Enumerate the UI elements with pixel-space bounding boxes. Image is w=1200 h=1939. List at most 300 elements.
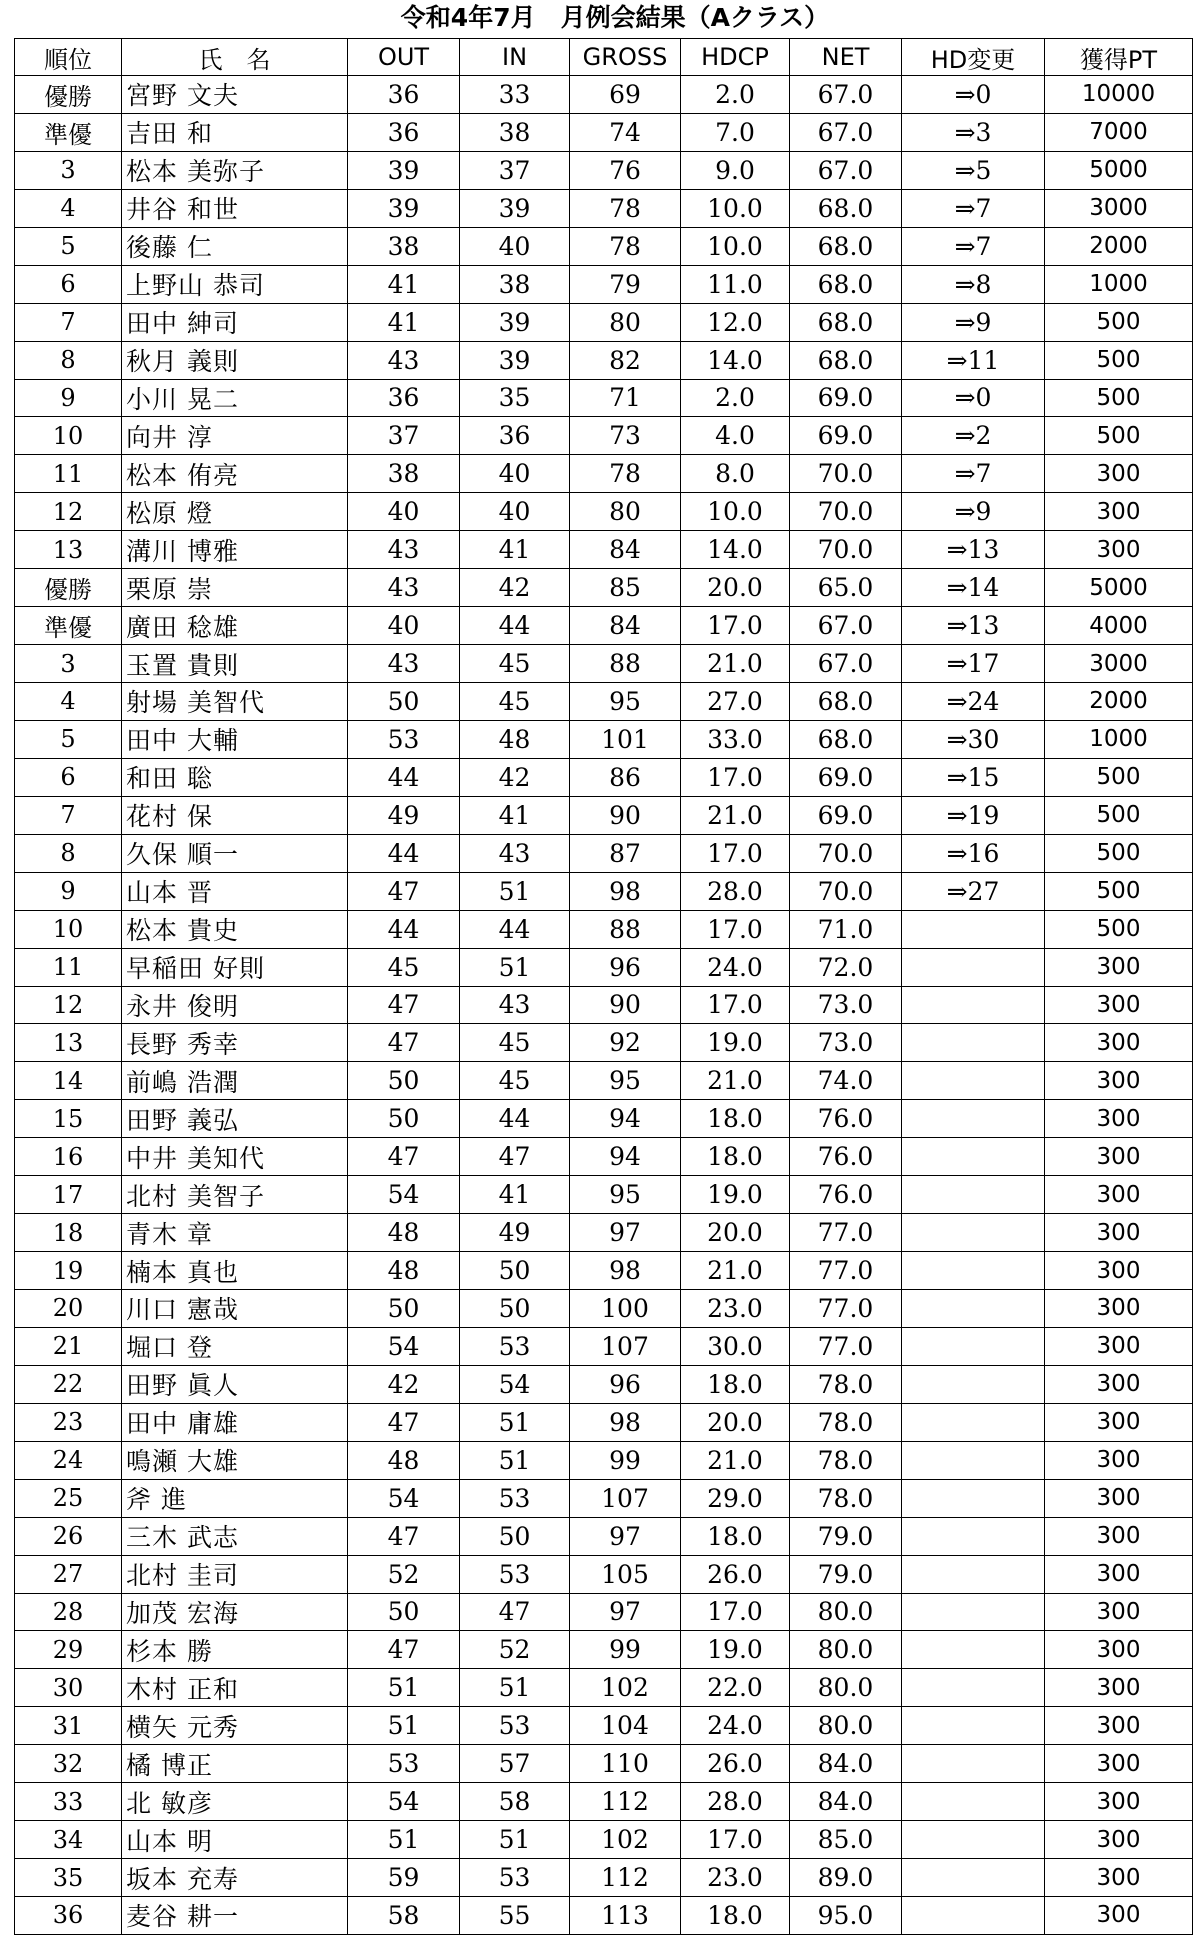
hdcp-cell: 10.0 xyxy=(681,227,790,265)
in-score-cell: 41 xyxy=(460,1176,570,1214)
in-score-cell: 39 xyxy=(460,189,570,227)
col-header-points: 獲得PT xyxy=(1045,39,1193,76)
rank-cell: 12 xyxy=(15,493,122,531)
name-cell: 吉田 和 xyxy=(122,113,348,151)
in-score-cell: 45 xyxy=(460,645,570,683)
table-row xyxy=(15,113,1193,151)
hd-change-cell: ⇒19 xyxy=(902,796,1045,834)
out-score-cell: 51 xyxy=(348,1821,460,1859)
hdcp-cell: 28.0 xyxy=(681,872,790,910)
hd-change-cell: ⇒7 xyxy=(902,189,1045,227)
name-cell: 松原 燈 xyxy=(122,493,348,531)
rank-cell: 優勝 xyxy=(15,569,122,607)
rank-cell: 11 xyxy=(15,455,122,493)
table-row xyxy=(15,1176,1193,1214)
hdcp-cell: 21.0 xyxy=(681,645,790,683)
net-score-cell: 77.0 xyxy=(790,1327,902,1365)
table-row xyxy=(15,1214,1193,1252)
out-score-cell: 48 xyxy=(348,1441,460,1479)
net-score-cell: 67.0 xyxy=(790,645,902,683)
rank-cell: 8 xyxy=(15,341,122,379)
table-row xyxy=(15,417,1193,455)
table-row xyxy=(15,1555,1193,1593)
points-cell: 300 xyxy=(1045,1138,1193,1176)
name-cell: 北村 圭司 xyxy=(122,1555,348,1593)
name-cell: 花村 保 xyxy=(122,796,348,834)
out-score-cell: 59 xyxy=(348,1859,460,1897)
rank-cell: 3 xyxy=(15,645,122,683)
gross-score-cell: 99 xyxy=(570,1631,681,1669)
in-score-cell: 40 xyxy=(460,455,570,493)
hdcp-cell: 19.0 xyxy=(681,1176,790,1214)
col-header-hdcp: HDCP xyxy=(681,39,790,76)
out-score-cell: 40 xyxy=(348,607,460,645)
name-cell: 和田 聡 xyxy=(122,758,348,796)
hdcp-cell: 18.0 xyxy=(681,1100,790,1138)
net-score-cell: 79.0 xyxy=(790,1517,902,1555)
rank-cell: 8 xyxy=(15,834,122,872)
gross-score-cell: 102 xyxy=(570,1821,681,1859)
table-row xyxy=(15,1821,1193,1859)
hdcp-cell: 2.0 xyxy=(681,379,790,417)
hd-change-cell: ⇒14 xyxy=(902,569,1045,607)
table-row xyxy=(15,1100,1193,1138)
name-cell: 山本 晋 xyxy=(122,872,348,910)
out-score-cell: 43 xyxy=(348,341,460,379)
points-cell: 300 xyxy=(1045,1707,1193,1745)
in-score-cell: 45 xyxy=(460,1062,570,1100)
gross-score-cell: 80 xyxy=(570,493,681,531)
out-score-cell: 47 xyxy=(348,1517,460,1555)
points-cell: 300 xyxy=(1045,1441,1193,1479)
hdcp-cell: 28.0 xyxy=(681,1783,790,1821)
rank-cell: 3 xyxy=(15,151,122,189)
net-score-cell: 76.0 xyxy=(790,1176,902,1214)
hd-change-cell xyxy=(902,1555,1045,1593)
rank-cell: 9 xyxy=(15,872,122,910)
hdcp-cell: 33.0 xyxy=(681,720,790,758)
net-score-cell: 67.0 xyxy=(790,151,902,189)
table-row xyxy=(15,1365,1193,1403)
header-row xyxy=(15,39,1193,76)
net-score-cell: 68.0 xyxy=(790,189,902,227)
results-table xyxy=(14,38,1193,1935)
in-score-cell: 41 xyxy=(460,531,570,569)
net-score-cell: 69.0 xyxy=(790,758,902,796)
gross-score-cell: 80 xyxy=(570,303,681,341)
net-score-cell: 79.0 xyxy=(790,1555,902,1593)
hdcp-cell: 17.0 xyxy=(681,607,790,645)
hd-change-cell xyxy=(902,1100,1045,1138)
in-score-cell: 45 xyxy=(460,1024,570,1062)
gross-score-cell: 86 xyxy=(570,758,681,796)
points-cell: 2000 xyxy=(1045,227,1193,265)
gross-score-cell: 101 xyxy=(570,720,681,758)
points-cell: 500 xyxy=(1045,417,1193,455)
points-cell: 300 xyxy=(1045,1745,1193,1783)
net-score-cell: 68.0 xyxy=(790,227,902,265)
name-cell: 秋月 義則 xyxy=(122,341,348,379)
in-score-cell: 51 xyxy=(460,1821,570,1859)
in-score-cell: 44 xyxy=(460,910,570,948)
out-score-cell: 43 xyxy=(348,531,460,569)
table-row xyxy=(15,1745,1193,1783)
net-score-cell: 68.0 xyxy=(790,683,902,721)
rank-cell: 6 xyxy=(15,265,122,303)
gross-score-cell: 79 xyxy=(570,265,681,303)
table-row xyxy=(15,1290,1193,1328)
points-cell: 7000 xyxy=(1045,113,1193,151)
in-score-cell: 51 xyxy=(460,872,570,910)
hdcp-cell: 24.0 xyxy=(681,1707,790,1745)
rank-cell: 16 xyxy=(15,1138,122,1176)
rank-cell: 10 xyxy=(15,910,122,948)
gross-score-cell: 73 xyxy=(570,417,681,455)
hdcp-cell: 26.0 xyxy=(681,1745,790,1783)
gross-score-cell: 97 xyxy=(570,1593,681,1631)
gross-score-cell: 94 xyxy=(570,1138,681,1176)
rank-cell: 7 xyxy=(15,796,122,834)
out-score-cell: 47 xyxy=(348,986,460,1024)
points-cell: 500 xyxy=(1045,303,1193,341)
hd-change-cell: ⇒9 xyxy=(902,493,1045,531)
net-score-cell: 84.0 xyxy=(790,1783,902,1821)
name-cell: 田野 眞人 xyxy=(122,1365,348,1403)
hdcp-cell: 23.0 xyxy=(681,1859,790,1897)
name-cell: 永井 俊明 xyxy=(122,986,348,1024)
name-cell: 井谷 和世 xyxy=(122,189,348,227)
gross-score-cell: 102 xyxy=(570,1669,681,1707)
hdcp-cell: 18.0 xyxy=(681,1897,790,1935)
rank-cell: 17 xyxy=(15,1176,122,1214)
hdcp-cell: 21.0 xyxy=(681,796,790,834)
out-score-cell: 44 xyxy=(348,758,460,796)
out-score-cell: 36 xyxy=(348,379,460,417)
hdcp-cell: 10.0 xyxy=(681,189,790,227)
col-header-name: 氏 名 xyxy=(122,39,348,76)
net-score-cell: 72.0 xyxy=(790,948,902,986)
rank-cell: 35 xyxy=(15,1859,122,1897)
out-score-cell: 47 xyxy=(348,1403,460,1441)
hd-change-cell: ⇒13 xyxy=(902,607,1045,645)
points-cell: 300 xyxy=(1045,1327,1193,1365)
net-score-cell: 77.0 xyxy=(790,1290,902,1328)
table-row xyxy=(15,76,1193,114)
name-cell: 上野山 恭司 xyxy=(122,265,348,303)
points-cell: 300 xyxy=(1045,1479,1193,1517)
name-cell: 堀口 登 xyxy=(122,1327,348,1365)
in-score-cell: 39 xyxy=(460,341,570,379)
name-cell: 廣田 稔雄 xyxy=(122,607,348,645)
points-cell: 300 xyxy=(1045,1024,1193,1062)
points-cell: 300 xyxy=(1045,1517,1193,1555)
in-score-cell: 53 xyxy=(460,1707,570,1745)
name-cell: 麦谷 耕一 xyxy=(122,1897,348,1935)
rank-cell: 32 xyxy=(15,1745,122,1783)
hdcp-cell: 20.0 xyxy=(681,1214,790,1252)
in-score-cell: 55 xyxy=(460,1897,570,1935)
net-score-cell: 89.0 xyxy=(790,1859,902,1897)
hd-change-cell: ⇒7 xyxy=(902,455,1045,493)
in-score-cell: 50 xyxy=(460,1290,570,1328)
points-cell: 300 xyxy=(1045,1669,1193,1707)
out-score-cell: 40 xyxy=(348,493,460,531)
hd-change-cell xyxy=(902,1441,1045,1479)
out-score-cell: 58 xyxy=(348,1897,460,1935)
rank-cell: 準優 xyxy=(15,607,122,645)
gross-score-cell: 71 xyxy=(570,379,681,417)
hd-change-cell xyxy=(902,1479,1045,1517)
gross-score-cell: 84 xyxy=(570,607,681,645)
hdcp-cell: 21.0 xyxy=(681,1441,790,1479)
net-score-cell: 78.0 xyxy=(790,1365,902,1403)
table-row xyxy=(15,265,1193,303)
hd-change-cell: ⇒30 xyxy=(902,720,1045,758)
out-score-cell: 48 xyxy=(348,1252,460,1290)
points-cell: 1000 xyxy=(1045,720,1193,758)
gross-score-cell: 110 xyxy=(570,1745,681,1783)
net-score-cell: 76.0 xyxy=(790,1100,902,1138)
rank-cell: 30 xyxy=(15,1669,122,1707)
points-cell: 500 xyxy=(1045,796,1193,834)
net-score-cell: 78.0 xyxy=(790,1403,902,1441)
out-score-cell: 49 xyxy=(348,796,460,834)
hd-change-cell xyxy=(902,1403,1045,1441)
points-cell: 300 xyxy=(1045,1100,1193,1138)
in-score-cell: 51 xyxy=(460,948,570,986)
hd-change-cell xyxy=(902,1214,1045,1252)
hdcp-cell: 20.0 xyxy=(681,1403,790,1441)
name-cell: 杉本 勝 xyxy=(122,1631,348,1669)
table-row xyxy=(15,455,1193,493)
table-row xyxy=(15,1479,1193,1517)
hdcp-cell: 24.0 xyxy=(681,948,790,986)
rank-cell: 13 xyxy=(15,1024,122,1062)
in-score-cell: 45 xyxy=(460,683,570,721)
rank-cell: 18 xyxy=(15,1214,122,1252)
name-cell: 早稲田 好則 xyxy=(122,948,348,986)
hd-change-cell: ⇒16 xyxy=(902,834,1045,872)
gross-score-cell: 112 xyxy=(570,1859,681,1897)
gross-score-cell: 98 xyxy=(570,872,681,910)
rank-cell: 4 xyxy=(15,683,122,721)
hdcp-cell: 17.0 xyxy=(681,986,790,1024)
name-cell: 後藤 仁 xyxy=(122,227,348,265)
points-cell: 300 xyxy=(1045,986,1193,1024)
net-score-cell: 70.0 xyxy=(790,455,902,493)
hdcp-cell: 21.0 xyxy=(681,1062,790,1100)
in-score-cell: 51 xyxy=(460,1403,570,1441)
out-score-cell: 47 xyxy=(348,1138,460,1176)
hd-change-cell: ⇒24 xyxy=(902,683,1045,721)
out-score-cell: 50 xyxy=(348,1290,460,1328)
net-score-cell: 70.0 xyxy=(790,531,902,569)
table-row xyxy=(15,683,1193,721)
hdcp-cell: 7.0 xyxy=(681,113,790,151)
net-score-cell: 74.0 xyxy=(790,1062,902,1100)
table-row xyxy=(15,758,1193,796)
points-cell: 500 xyxy=(1045,910,1193,948)
in-score-cell: 36 xyxy=(460,417,570,455)
out-score-cell: 41 xyxy=(348,265,460,303)
net-score-cell: 70.0 xyxy=(790,872,902,910)
gross-score-cell: 74 xyxy=(570,113,681,151)
out-score-cell: 51 xyxy=(348,1669,460,1707)
in-score-cell: 41 xyxy=(460,796,570,834)
table-row xyxy=(15,1252,1193,1290)
out-score-cell: 54 xyxy=(348,1327,460,1365)
name-cell: 田中 庸雄 xyxy=(122,1403,348,1441)
net-score-cell: 77.0 xyxy=(790,1214,902,1252)
gross-score-cell: 99 xyxy=(570,1441,681,1479)
points-cell: 500 xyxy=(1045,758,1193,796)
points-cell: 3000 xyxy=(1045,189,1193,227)
rank-cell: 36 xyxy=(15,1897,122,1935)
hd-change-cell xyxy=(902,910,1045,948)
out-score-cell: 43 xyxy=(348,569,460,607)
name-cell: 北 敏彦 xyxy=(122,1783,348,1821)
name-cell: 青木 章 xyxy=(122,1214,348,1252)
rank-cell: 21 xyxy=(15,1327,122,1365)
name-cell: 横矢 元秀 xyxy=(122,1707,348,1745)
net-score-cell: 80.0 xyxy=(790,1593,902,1631)
table-row xyxy=(15,189,1193,227)
net-score-cell: 67.0 xyxy=(790,607,902,645)
hdcp-cell: 11.0 xyxy=(681,265,790,303)
rank-cell: 28 xyxy=(15,1593,122,1631)
rank-cell: 33 xyxy=(15,1783,122,1821)
col-header-in: IN xyxy=(460,39,570,76)
name-cell: 加茂 宏海 xyxy=(122,1593,348,1631)
in-score-cell: 39 xyxy=(460,303,570,341)
table-row xyxy=(15,303,1193,341)
in-score-cell: 47 xyxy=(460,1593,570,1631)
in-score-cell: 47 xyxy=(460,1138,570,1176)
hd-change-cell xyxy=(902,1062,1045,1100)
net-score-cell: 69.0 xyxy=(790,796,902,834)
points-cell: 500 xyxy=(1045,872,1193,910)
points-cell: 300 xyxy=(1045,1593,1193,1631)
hd-change-cell xyxy=(902,1517,1045,1555)
net-score-cell: 85.0 xyxy=(790,1821,902,1859)
gross-score-cell: 88 xyxy=(570,645,681,683)
rank-cell: 準優 xyxy=(15,113,122,151)
out-score-cell: 53 xyxy=(348,720,460,758)
in-score-cell: 42 xyxy=(460,758,570,796)
hdcp-cell: 17.0 xyxy=(681,834,790,872)
hdcp-cell: 30.0 xyxy=(681,1327,790,1365)
rank-cell: 19 xyxy=(15,1252,122,1290)
net-score-cell: 65.0 xyxy=(790,569,902,607)
in-score-cell: 48 xyxy=(460,720,570,758)
name-cell: 前嶋 浩潤 xyxy=(122,1062,348,1100)
rank-cell: 25 xyxy=(15,1479,122,1517)
net-score-cell: 80.0 xyxy=(790,1707,902,1745)
points-cell: 300 xyxy=(1045,455,1193,493)
rank-cell: 6 xyxy=(15,758,122,796)
out-score-cell: 54 xyxy=(348,1783,460,1821)
points-cell: 10000 xyxy=(1045,76,1193,114)
points-cell: 300 xyxy=(1045,1821,1193,1859)
rank-cell: 23 xyxy=(15,1403,122,1441)
name-cell: 松本 美弥子 xyxy=(122,151,348,189)
out-score-cell: 41 xyxy=(348,303,460,341)
hd-change-cell: ⇒2 xyxy=(902,417,1045,455)
rank-cell: 20 xyxy=(15,1290,122,1328)
out-score-cell: 44 xyxy=(348,910,460,948)
name-cell: 射場 美智代 xyxy=(122,683,348,721)
net-score-cell: 84.0 xyxy=(790,1745,902,1783)
name-cell: 松本 貴史 xyxy=(122,910,348,948)
out-score-cell: 47 xyxy=(348,1631,460,1669)
table-row xyxy=(15,834,1193,872)
table-row xyxy=(15,1441,1193,1479)
hd-change-cell xyxy=(902,1138,1045,1176)
rank-cell: 7 xyxy=(15,303,122,341)
hd-change-cell xyxy=(902,1252,1045,1290)
hd-change-cell: ⇒9 xyxy=(902,303,1045,341)
gross-score-cell: 69 xyxy=(570,76,681,114)
hd-change-cell xyxy=(902,1783,1045,1821)
out-score-cell: 36 xyxy=(348,113,460,151)
table-row xyxy=(15,531,1193,569)
rank-cell: 27 xyxy=(15,1555,122,1593)
points-cell: 500 xyxy=(1045,834,1193,872)
net-score-cell: 76.0 xyxy=(790,1138,902,1176)
gross-score-cell: 82 xyxy=(570,341,681,379)
hdcp-cell: 10.0 xyxy=(681,493,790,531)
rank-cell: 24 xyxy=(15,1441,122,1479)
hdcp-cell: 17.0 xyxy=(681,910,790,948)
name-cell: 木村 正和 xyxy=(122,1669,348,1707)
table-row xyxy=(15,569,1193,607)
table-row xyxy=(15,796,1193,834)
points-cell: 300 xyxy=(1045,1897,1193,1935)
gross-score-cell: 90 xyxy=(570,986,681,1024)
table-row xyxy=(15,1138,1193,1176)
points-cell: 1000 xyxy=(1045,265,1193,303)
gross-score-cell: 97 xyxy=(570,1517,681,1555)
table-body xyxy=(15,76,1193,1935)
hd-change-cell xyxy=(902,1897,1045,1935)
hdcp-cell: 27.0 xyxy=(681,683,790,721)
net-score-cell: 69.0 xyxy=(790,417,902,455)
out-score-cell: 37 xyxy=(348,417,460,455)
name-cell: 斧 進 xyxy=(122,1479,348,1517)
hdcp-cell: 29.0 xyxy=(681,1479,790,1517)
gross-score-cell: 98 xyxy=(570,1252,681,1290)
table-row xyxy=(15,151,1193,189)
hd-change-cell: ⇒15 xyxy=(902,758,1045,796)
table-row xyxy=(15,1897,1193,1935)
hdcp-cell: 17.0 xyxy=(681,1821,790,1859)
hdcp-cell: 19.0 xyxy=(681,1024,790,1062)
points-cell: 2000 xyxy=(1045,683,1193,721)
rank-cell: 22 xyxy=(15,1365,122,1403)
name-cell: 川口 憲哉 xyxy=(122,1290,348,1328)
name-cell: 北村 美智子 xyxy=(122,1176,348,1214)
in-score-cell: 37 xyxy=(460,151,570,189)
out-score-cell: 48 xyxy=(348,1214,460,1252)
net-score-cell: 69.0 xyxy=(790,379,902,417)
out-score-cell: 47 xyxy=(348,872,460,910)
gross-score-cell: 76 xyxy=(570,151,681,189)
net-score-cell: 80.0 xyxy=(790,1631,902,1669)
rank-cell: 29 xyxy=(15,1631,122,1669)
hdcp-cell: 14.0 xyxy=(681,531,790,569)
in-score-cell: 53 xyxy=(460,1479,570,1517)
out-score-cell: 38 xyxy=(348,455,460,493)
